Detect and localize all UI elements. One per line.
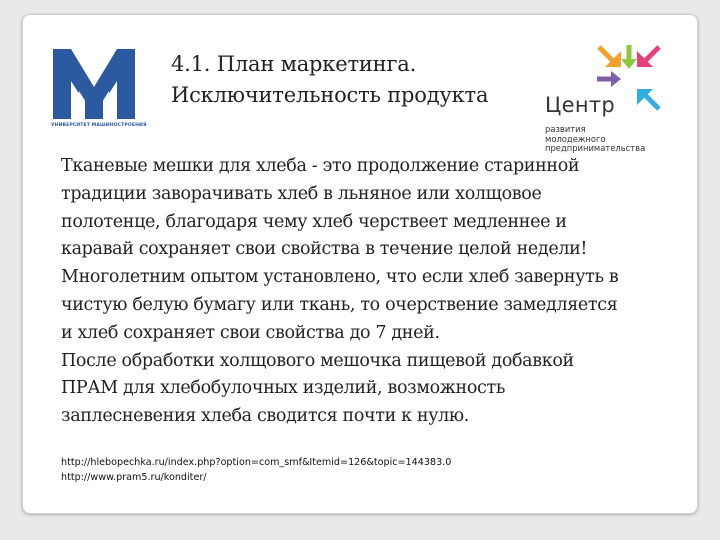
- source-link[interactable]: http://www.pram5.ru/konditer/: [61, 472, 207, 483]
- body-line: ПРАМ для хлебобулочных изделий, возможность: [61, 378, 506, 399]
- university-logo-caption: УНИВЕРСИТЕТ МАШИНОСТРОЕНИЯ: [51, 123, 147, 128]
- body-line: каравай сохраняет свои свойства в течение целой недели!: [61, 239, 588, 260]
- center-logo-word: Центр: [545, 93, 616, 117]
- body-line: и хлеб сохраняет свои свойства до 7 дней.: [61, 322, 440, 343]
- title-line-2: Исключительность продукта: [171, 83, 489, 107]
- body-line: чистую белую бумагу или ткань, то очерствение замедляется: [61, 294, 618, 315]
- body-paragraph: [61, 153, 697, 431]
- body-line: Многолетним опытом установлено, что если хлеб завернуть в: [61, 267, 619, 288]
- center-logo-sub-line: предпринимательства: [545, 143, 646, 153]
- source-link[interactable]: http://hlebopechka.ru/index.php?option=com_smf&Itemid=126&topic=144383.0: [61, 457, 452, 468]
- body-line: Тканевые мешки для хлеба - это продолжение старинной: [61, 156, 580, 176]
- title-line-1: 4.1. План маркетинга.: [171, 52, 417, 76]
- center-logo-subtitle: [545, 125, 645, 154]
- university-logo: [51, 47, 147, 135]
- center-logo-sub-line: молодежного: [545, 133, 606, 144]
- body-line: заплесневения хлеба сводится почти к нулю.: [61, 406, 470, 427]
- university-logo-icon: [51, 47, 137, 121]
- slide-card: [22, 14, 698, 514]
- center-logo: [539, 43, 699, 161]
- body-line: полотенце, благодаря чему хлеб черствеет медленнее и: [61, 211, 567, 232]
- slide-title: [171, 49, 488, 111]
- body-line: После обработки холщового мешочка пищевой добавкой: [61, 350, 574, 371]
- center-logo-sub-line: развития: [545, 124, 586, 134]
- body-line: традиции заворачивать хлеб в льняное или холщовое: [61, 183, 542, 204]
- source-links: [61, 455, 451, 485]
